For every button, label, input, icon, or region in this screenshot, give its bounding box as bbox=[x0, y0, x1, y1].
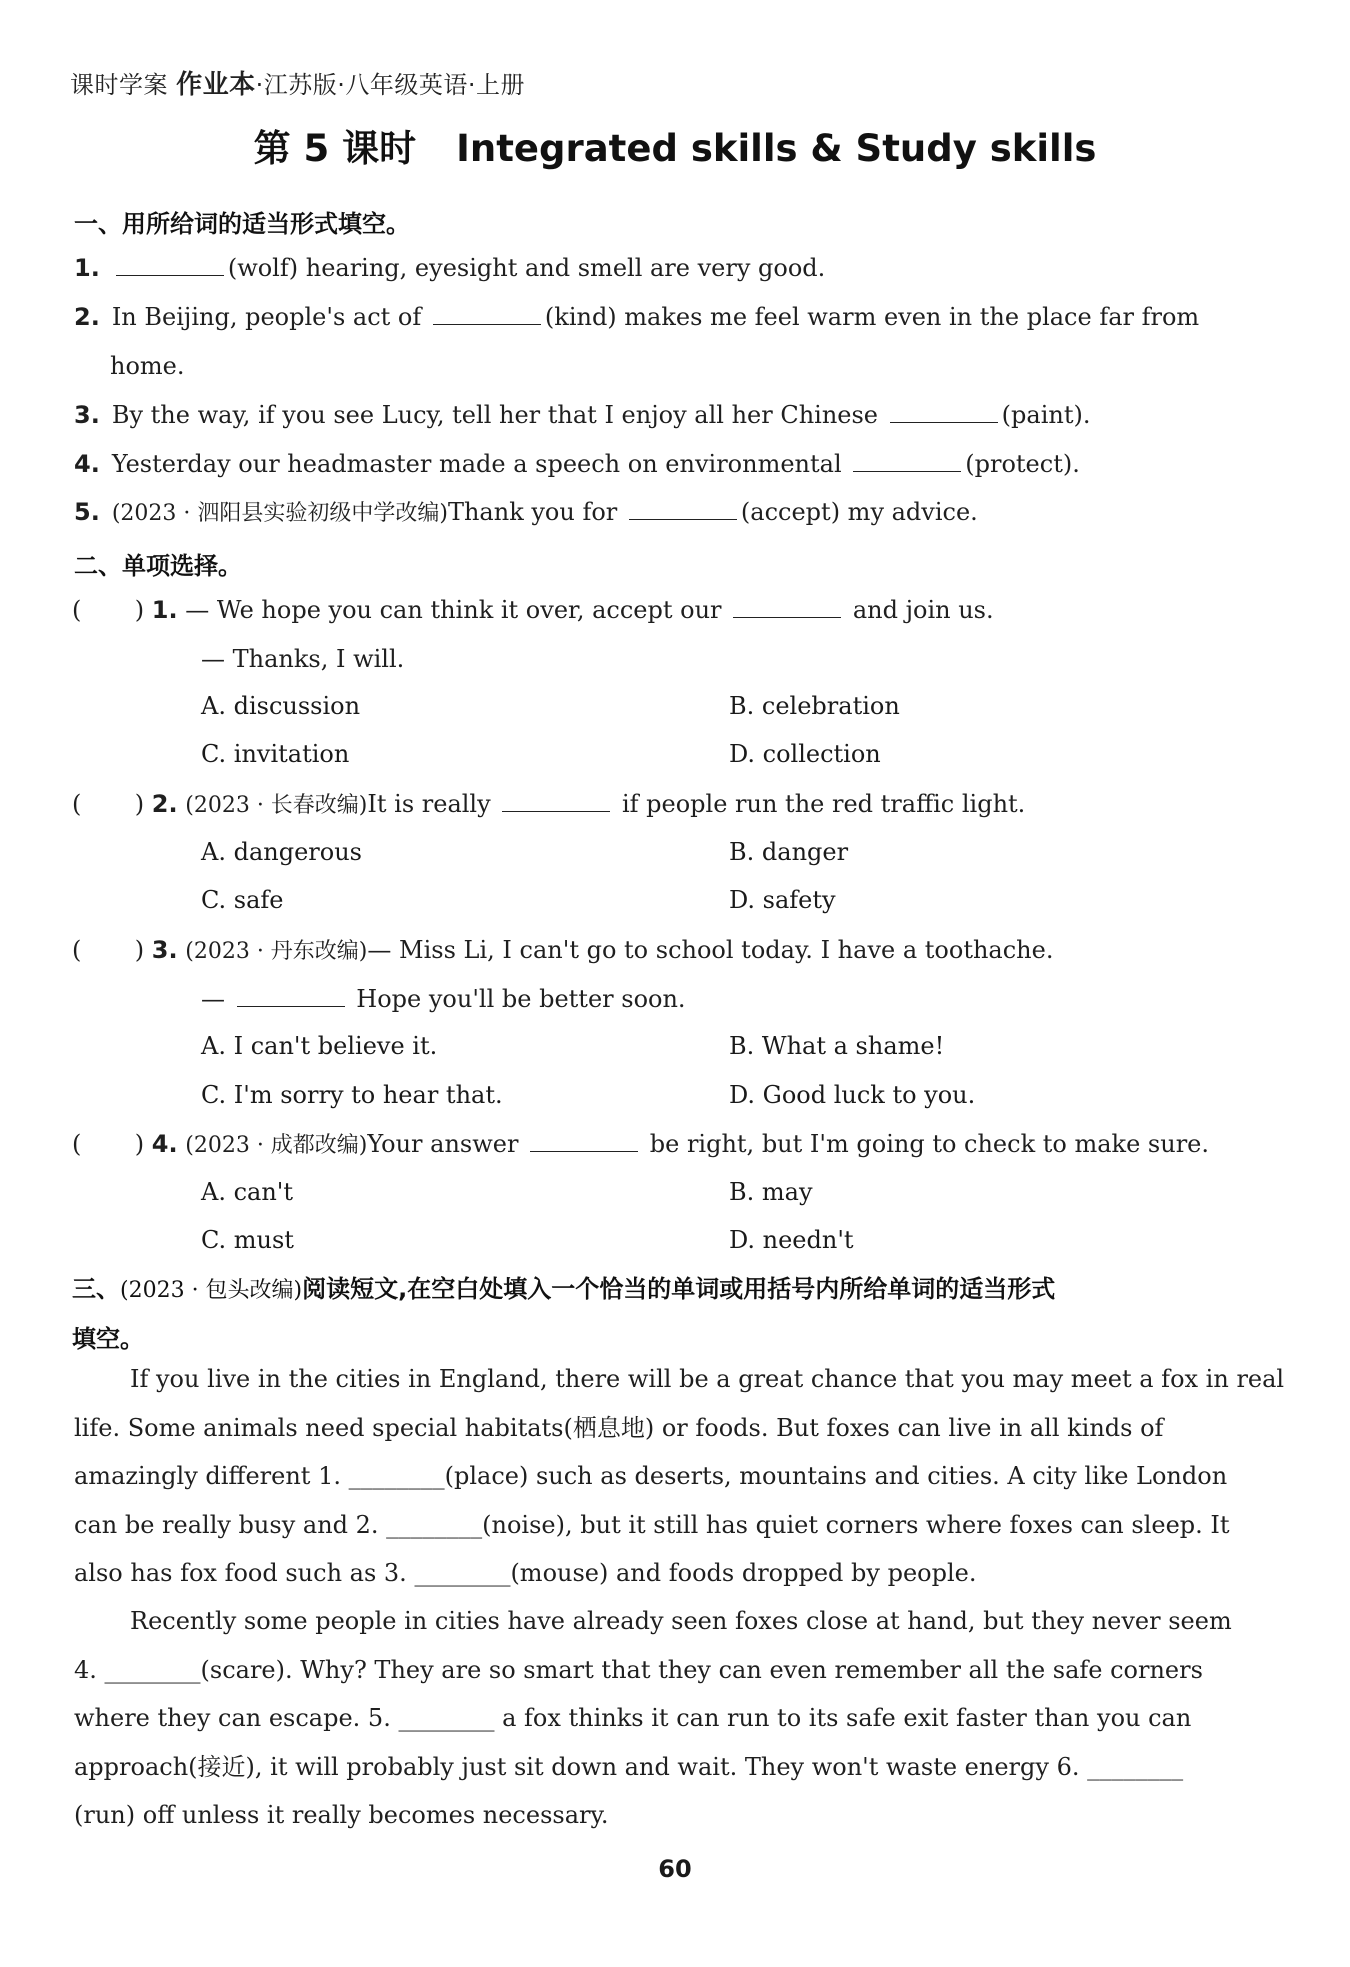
question-number: 2. bbox=[151, 790, 178, 818]
s1-item-5 bbox=[74, 497, 978, 529]
option-c[interactable]: C. safe bbox=[201, 886, 284, 914]
item-number: 4. bbox=[74, 450, 100, 478]
item-text: (paint). bbox=[1001, 401, 1091, 429]
passage-line: If you live in the cities in England, there will be a great chance that you may meet a fox in real bbox=[130, 1365, 1285, 1393]
question-source: (2023 · 丹东改编) bbox=[185, 939, 368, 964]
s2-q3-line2 bbox=[201, 984, 686, 1014]
s1-item-3 bbox=[74, 400, 1090, 430]
section3-instruction-cont: 填空。 bbox=[72, 1325, 144, 1353]
s2-question-4 bbox=[72, 1129, 1209, 1161]
option-d[interactable]: D. collection bbox=[729, 740, 881, 768]
s2-question-1 bbox=[72, 595, 994, 625]
option-b[interactable]: B. celebration bbox=[729, 692, 900, 720]
header-edition: ·江苏版·八年级英语·上册 bbox=[255, 71, 526, 99]
section2-heading: 二、单项选择。 bbox=[74, 552, 242, 580]
option-b[interactable]: B. What a shame! bbox=[729, 1032, 945, 1060]
question-number: 1. bbox=[151, 596, 178, 624]
s1-item-4 bbox=[74, 449, 1080, 479]
passage-paragraph-2 bbox=[74, 1606, 1264, 1849]
question-number: 4. bbox=[151, 1130, 178, 1158]
answer-blank[interactable] bbox=[433, 304, 541, 325]
item-text: (protect). bbox=[965, 450, 1080, 478]
option-a[interactable]: A. can't bbox=[201, 1178, 294, 1206]
header-book: 作业本 bbox=[176, 70, 256, 100]
answer-blank[interactable] bbox=[853, 451, 961, 472]
option-b[interactable]: B. may bbox=[729, 1178, 813, 1206]
answer-blank[interactable] bbox=[116, 255, 224, 276]
item-text: In Beijing, people's act of bbox=[111, 303, 422, 331]
item-number: 5. bbox=[74, 498, 100, 526]
section1-heading: 一、用所给词的适当形式填空。 bbox=[74, 210, 410, 238]
option-a[interactable]: A. dangerous bbox=[201, 838, 362, 866]
passage-line: also has fox food such as 3. ________(mouse) and foods dropped by people. bbox=[74, 1559, 977, 1587]
question-text: It is really bbox=[367, 790, 491, 818]
passage-line: amazingly different 1. ________(place) such as deserts, mountains and cities. A city like London bbox=[74, 1462, 1228, 1490]
passage-line: where they can escape. 5. ________ a fox thinks it can run to its safe exit faster than you can bbox=[74, 1704, 1192, 1732]
question-text: — We hope you can think it over, accept our bbox=[185, 596, 722, 624]
dash: — bbox=[201, 985, 225, 1013]
s1-item-2 bbox=[74, 302, 1199, 332]
s2-question-2 bbox=[72, 789, 1025, 821]
passage-line: 4. ________(scare). Why? They are so smart that they can even remember all the safe corners bbox=[74, 1655, 1203, 1684]
lesson-name: Integrated skills & Study skills bbox=[456, 127, 1097, 170]
answer-blank[interactable] bbox=[733, 597, 841, 618]
item-number: 2. bbox=[74, 303, 100, 331]
passage-line: (run) off unless it really becomes necessary. bbox=[74, 1801, 609, 1829]
page-number: 60 bbox=[658, 1855, 692, 1883]
item-text: Yesterday our headmaster made a speech on environmental bbox=[111, 450, 842, 478]
option-a[interactable]: A. discussion bbox=[201, 692, 361, 720]
section3-instruction: 阅读短文,在空白处填入一个恰当的单词或用括号内所给单词的适当形式 bbox=[302, 1275, 1056, 1303]
answer-blank[interactable] bbox=[502, 791, 610, 812]
option-d[interactable]: D. safety bbox=[729, 886, 836, 914]
running-header bbox=[70, 64, 525, 101]
item-text: By the way, if you see Lucy, tell her that I enjoy all her Chinese bbox=[111, 401, 879, 429]
item-source: (2023 · 泗阳县实验初级中学改编) bbox=[111, 501, 448, 526]
option-d[interactable]: D. Good luck to you. bbox=[729, 1081, 976, 1109]
lesson-number: 第 5 课时 bbox=[253, 127, 417, 170]
option-c[interactable]: C. I'm sorry to hear that. bbox=[201, 1081, 503, 1109]
question-text: if people run the red traffic light. bbox=[621, 790, 1026, 818]
item-number: 3. bbox=[74, 401, 100, 429]
s2-q1-line2: — Thanks, I will. bbox=[201, 645, 405, 673]
item-text: (kind) makes me feel warm even in the place far from bbox=[544, 303, 1200, 331]
question-text: be right, but I'm going to check to make sure. bbox=[649, 1130, 1209, 1158]
passage-line: approach(接近), it will probably just sit down and wait. They won't waste energy 6. ________ bbox=[74, 1752, 1184, 1781]
question-text: Hope you'll be better soon. bbox=[356, 985, 686, 1013]
option-a[interactable]: A. I can't believe it. bbox=[201, 1032, 438, 1060]
answer-paren[interactable]: ( ) bbox=[72, 596, 145, 624]
s1-item-2-cont: home. bbox=[110, 352, 185, 380]
section3-prefix: 三、 bbox=[72, 1275, 120, 1303]
question-number: 3. bbox=[151, 936, 178, 964]
answer-blank[interactable] bbox=[237, 986, 345, 1007]
option-b[interactable]: B. danger bbox=[729, 838, 849, 866]
option-c[interactable]: C. invitation bbox=[201, 740, 350, 768]
header-series: 课时学案 bbox=[70, 71, 168, 99]
answer-blank[interactable] bbox=[629, 499, 737, 520]
lesson-title bbox=[0, 118, 1350, 172]
passage-line: Recently some people in cities have already seen foxes close at hand, but they never seem bbox=[130, 1607, 1232, 1635]
option-c[interactable]: C. must bbox=[201, 1226, 294, 1254]
passage-paragraph-1 bbox=[74, 1364, 1285, 1607]
question-text: and join us. bbox=[852, 596, 994, 624]
s1-item-1 bbox=[74, 253, 825, 283]
question-source: (2023 · 成都改编) bbox=[185, 1133, 368, 1158]
passage-line: life. Some animals need special habitats(栖息地) or foods. But foxes can live in all kinds of bbox=[74, 1413, 1164, 1442]
option-d[interactable]: D. needn't bbox=[729, 1226, 854, 1254]
question-source: (2023 · 长春改编) bbox=[185, 793, 368, 818]
answer-paren[interactable]: ( ) bbox=[72, 1130, 145, 1158]
item-text: (accept) my advice. bbox=[740, 498, 978, 526]
question-text: — Miss Li, I can't go to school today. I have a toothache. bbox=[367, 936, 1054, 964]
answer-paren[interactable]: ( ) bbox=[72, 790, 145, 818]
item-text: (wolf) hearing, eyesight and smell are very good. bbox=[227, 254, 826, 282]
answer-blank[interactable] bbox=[890, 402, 998, 423]
item-text: Thank you for bbox=[447, 498, 618, 526]
section3-heading bbox=[72, 1265, 1272, 1363]
s2-question-3 bbox=[72, 935, 1053, 967]
item-number: 1. bbox=[74, 254, 100, 282]
answer-blank[interactable] bbox=[530, 1131, 638, 1152]
section3-source: (2023 · 包头改编) bbox=[120, 1278, 303, 1303]
answer-paren[interactable]: ( ) bbox=[72, 936, 145, 964]
question-text: Your answer bbox=[367, 1130, 519, 1158]
passage-line: can be really busy and 2. ________(noise), but it still has quiet corners where foxes can sleep. It bbox=[74, 1510, 1230, 1539]
